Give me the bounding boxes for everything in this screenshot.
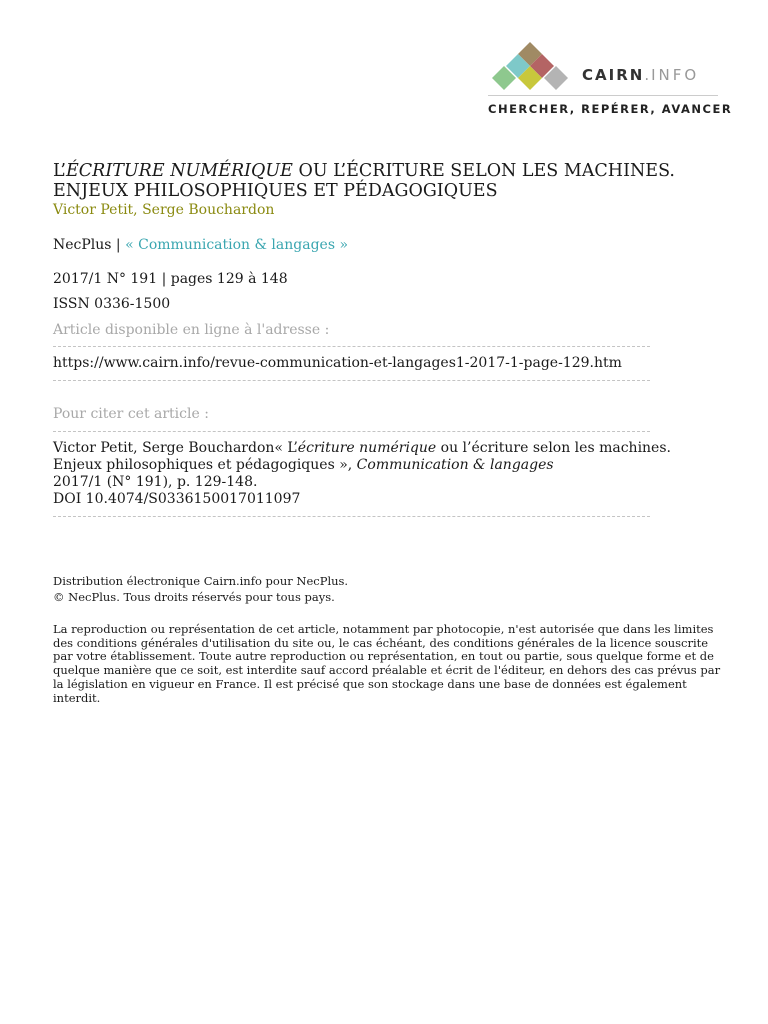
logo-divider <box>488 95 718 96</box>
publisher-name: NecPlus <box>53 237 112 253</box>
divider <box>53 380 650 381</box>
logo-wordmark: CAIRN.INFO <box>582 66 700 84</box>
distribution-note: Distribution électronique Cairn.info pour NecPlus. <box>53 574 349 588</box>
doi: DOI 10.4074/S0336150017011097 <box>53 491 301 507</box>
citation-block: Victor Petit, Serge Bouchardon« L’écriture numérique ou l’écriture selon les machines. Enjeux philosophiques et pédagogiques », Communication & langages 2017/1 (N° 191), p. 129-148. DOI 10.4074/S0336150017011097 <box>53 440 671 507</box>
online-label: Article disponible en ligne à l'adresse : <box>53 322 330 338</box>
cite-label: Pour citer cet article : <box>53 406 209 422</box>
article-authors: Victor Petit, Serge Bouchardon <box>53 202 275 218</box>
cairn-diamond-mark-icon <box>488 40 578 96</box>
legal-notice: La reproduction ou représentation de cet article, notamment par photocopie, n'est autorisée que dans les limites des conditions générales d'utilisation du site ou, le cas échéant, des conditions générales de la licence souscrite par votre établissement. Toute autre reproduction ou représentation, en tout ou partie, sous quelque forme et de quelque manière que ce soit, est interdite sauf accord préalable et écrit de l'éditeur, en dehors des cas prévus par la législation en vigueur en France. Il est précisé que son stockage dans une base de données est également interdit. <box>53 622 721 705</box>
article-url[interactable]: https://www.cairn.info/revue-communication-et-langages1-2017-1-page-129.htm <box>53 355 622 371</box>
copyright-note: © NecPlus. Tous droits réservés pour tous pays. <box>53 590 335 604</box>
divider <box>53 431 650 432</box>
divider <box>53 346 650 347</box>
journal-link[interactable]: « Communication & langages » <box>125 237 349 253</box>
issn: ISSN 0336-1500 <box>53 296 171 312</box>
publisher-line: NecPlus | « Communication & langages » <box>53 237 349 253</box>
article-title: L’ÉCRITURE NUMÉRIQUE OU L’ÉCRITURE SELON LES MACHINES. ENJEUX PHILOSOPHIQUES ET PÉDAGOGIQUES <box>53 161 675 201</box>
issue-info: 2017/1 N° 191 | pages 129 à 148 <box>53 271 288 287</box>
cairn-logo[interactable] <box>488 40 733 120</box>
logo-tagline: CHERCHER, REPÉRER, AVANCER <box>488 102 733 116</box>
divider <box>53 516 650 517</box>
